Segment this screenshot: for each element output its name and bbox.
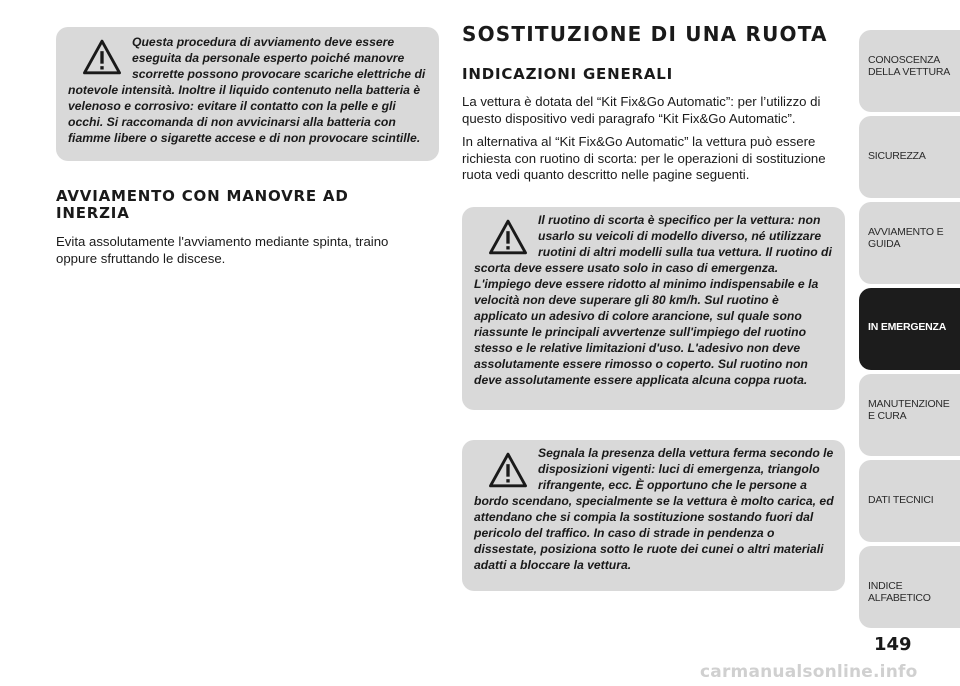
section-subtitle: INDICAZIONI GENERALI bbox=[462, 65, 674, 83]
warning-triangle-icon bbox=[488, 218, 528, 256]
tab-label: MANUTENZIONE E CURA bbox=[868, 398, 950, 422]
page-title: SOSTITUZIONE DI UNA RUOTA bbox=[462, 22, 828, 46]
warning-triangle-icon bbox=[82, 38, 122, 76]
tab-avviamento-e-guida[interactable] bbox=[859, 202, 960, 284]
tab-indice-alfabetico[interactable] bbox=[859, 546, 960, 628]
warning-box-battery bbox=[56, 27, 439, 161]
tab-label: INDICE ALFABETICO bbox=[868, 580, 931, 604]
tab-dati-tecnici[interactable] bbox=[859, 460, 960, 542]
tab-label: CONOSCENZA DELLA VETTURA bbox=[868, 54, 951, 78]
section-heading-inerzia: AVVIAMENTO CON MANOVRE AD INERZIA bbox=[56, 187, 349, 222]
tab-conoscenza-della-vettura[interactable] bbox=[859, 30, 960, 112]
warning-box-segnala bbox=[462, 440, 845, 591]
tab-in-emergenza[interactable] bbox=[859, 288, 960, 370]
warning-box-ruotino bbox=[462, 207, 845, 410]
warning-text-ruotino: Il ruotino di scorta è specifico per la vettura: non usarlo su veicoli di modello diverso, né utilizzare ruotini di altri modelli sulla tua vettura. Il ruotino di scorta deve essere usato solo in caso di emergenza. L'impiego deve essere ridotto al minimo indispensabile e la velocità non deve superare gli 80 km/h. Sul ruotino è applicato un adesivo di colore arancione, sul quale sono riassunte le principali avvertenze sull'impiego del ruotino stesso e le relative limitazioni d'uso. L'adesivo non deve assolutamente essere rimosso o coperto. Sul ruotino non deve assolutamente essere applicata alcuna coppa ruota. bbox=[474, 213, 832, 387]
warning-triangle-icon bbox=[488, 451, 528, 489]
warning-text-segnala: Segnala la presenza della vettura ferma secondo le disposizioni vigenti: luci di emergenza, triangolo rifrangente, ecc. È opportuno che le persone a bordo scendano, specialmente se la vettura è molto carica, ed attendano che si compia la sostituzione sostando fuori dal pericolo del traffico. In caso di strade in pendenza o dissestate, posiziona sotto le ruote dei cunei o altri materiali adatti a bloccare la vettura. bbox=[474, 446, 834, 572]
section-text-inerzia: Evita assolutamente l'avviamento mediante spinta, traino oppure sfruttando le discese. bbox=[56, 234, 389, 266]
watermark-text: carmanualsonline.info bbox=[700, 662, 918, 682]
paragraph-ruotino: In alternativa al “Kit Fix&Go Automatic” la vettura può essere richiesta con ruotino di scorta: per le operazioni di sostituzione ruota vedi quanto descritto nelle pagine seguenti. bbox=[462, 134, 826, 182]
warning-text-battery: Questa procedura di avviamento deve essere eseguita da personale esperto poiché manovre scorrette possono provocare scariche elettriche di notevole intensità. Inoltre il liquido contenuto nella batteria è velenoso e corrosivo: evitare il contatto con la pelle e gli occhi. Si raccomanda di non avvicinarsi alla batteria con fiamme libere o sigarette accese e di non provocare scintille. bbox=[68, 35, 426, 145]
paragraph-kit-fix-go: La vettura è dotata del “Kit Fix&Go Automatic”: per l’utilizzo di questo dispositivo vedi paragrafo “Kit Fix&Go Automatic”. bbox=[462, 94, 821, 126]
tab-label: IN EMERGENZA bbox=[868, 321, 947, 333]
tab-label: SICUREZZA bbox=[868, 150, 926, 162]
tab-manutenzione-e-cura[interactable] bbox=[859, 374, 960, 456]
tab-label: AVVIAMENTO E GUIDA bbox=[868, 226, 944, 250]
tab-label: DATI TECNICI bbox=[868, 494, 934, 506]
page-number: 149 bbox=[874, 634, 912, 655]
tab-sicurezza[interactable] bbox=[859, 116, 960, 198]
